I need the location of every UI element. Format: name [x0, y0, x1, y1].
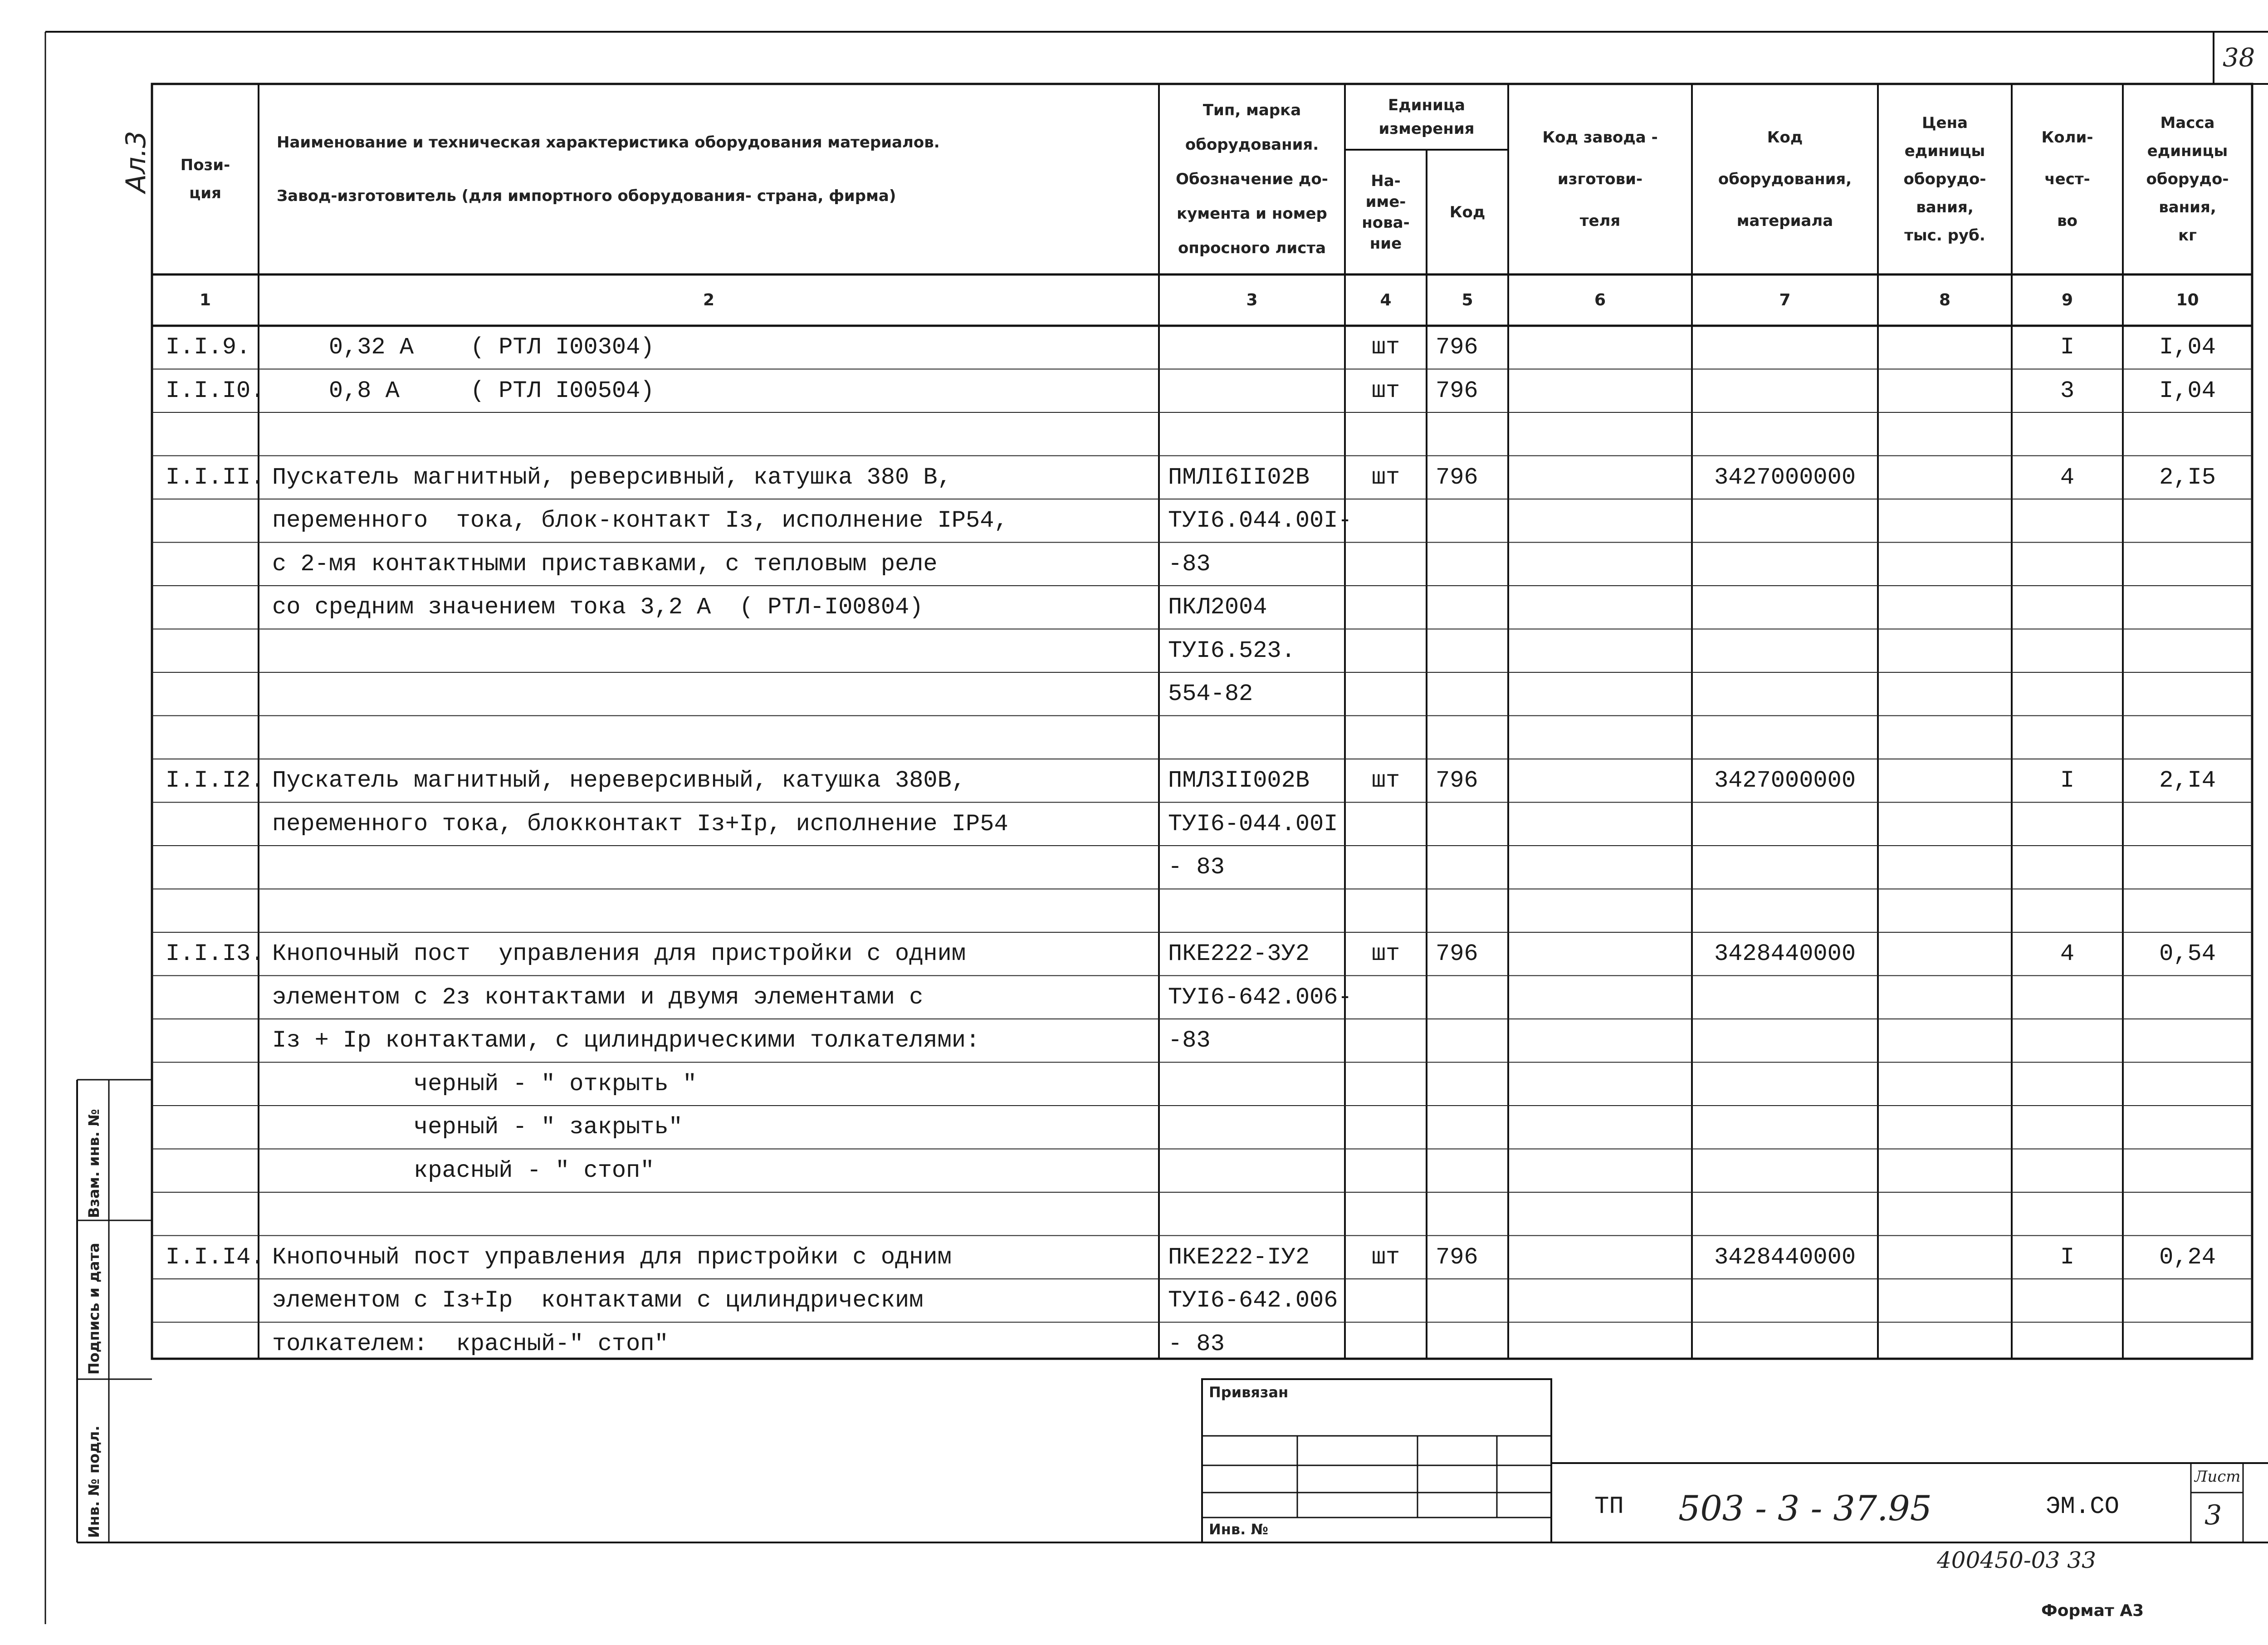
cell-unit: [1345, 586, 1427, 629]
cell-price: [1878, 846, 2012, 889]
cell-mass: 2,I5: [2159, 464, 2216, 491]
stamp-doc-number: 503 - 3 - 37.95: [1678, 1488, 1932, 1528]
column-number: 6: [1594, 291, 1606, 309]
cell-unit: шт: [1371, 377, 1400, 404]
cell-code: 796: [1436, 334, 1478, 361]
cell-eqcode: 3427000000: [1714, 464, 1856, 491]
cell-eqcode: [1692, 499, 1878, 543]
cell-eqcode: [1692, 846, 1878, 889]
column-number: 8: [1939, 291, 1951, 309]
cell-mass: [2123, 1322, 2252, 1366]
cell-unit: шт: [1371, 464, 1400, 491]
cell-code: [1436, 629, 1508, 673]
margin-mark: Ал.3: [120, 131, 152, 193]
cell-eqcode: 3428440000: [1714, 1244, 1856, 1271]
cell-name: Iз + Iр контактами, с цилиндрическими толкателями:: [272, 1027, 980, 1054]
cell-plant: [1508, 1062, 1692, 1106]
cell-plant: [1508, 586, 1692, 629]
cell-type: ПМЛI6II02В: [1168, 464, 1310, 491]
cell-plant: [1508, 412, 1692, 456]
cell-unit: шт: [1371, 767, 1400, 794]
cell-pos: [166, 629, 259, 673]
cell-qty: [2012, 1192, 2123, 1236]
cell-mass: I,04: [2159, 377, 2216, 404]
cell-unit: [1345, 1062, 1427, 1106]
cell-code: [1436, 846, 1508, 889]
cell-price: [1878, 326, 2012, 369]
cell-code: [1436, 1279, 1508, 1322]
cell-unit: [1345, 1322, 1427, 1366]
stamp-doc-code: ЭМ.СО: [2046, 1493, 2120, 1521]
cell-eqcode: [1692, 1322, 1878, 1366]
header-unit-code: Код: [1449, 203, 1486, 221]
cell-pos: [166, 1322, 259, 1366]
table-row: [152, 976, 2252, 1019]
cell-type: [1168, 1106, 1345, 1149]
cell-type: ТУI6.523.: [1168, 637, 1295, 664]
cell-price: [1878, 1236, 2012, 1279]
cell-unit: [1345, 499, 1427, 543]
header-unit-group: Единица измерения: [1378, 96, 1475, 138]
cell-unit: [1345, 889, 1427, 933]
table-row: [152, 716, 2252, 759]
cell-eqcode: [1692, 1149, 1878, 1193]
table-row: [152, 1192, 2252, 1236]
cell-pos: [166, 672, 259, 716]
cell-type: ТУI6-642.006-: [1168, 984, 1352, 1011]
cell-name: красный - " стоп": [272, 1157, 655, 1184]
cell-mass: [2123, 586, 2252, 629]
cell-qty: I: [2060, 334, 2075, 361]
cell-unit: [1345, 1149, 1427, 1193]
cell-pos: [166, 543, 259, 586]
cell-pos: I.I.I3.: [166, 940, 265, 967]
cell-pos: I.I.I2.: [166, 767, 265, 794]
cell-qty: [2012, 412, 2123, 456]
header-equipment-code: Код оборудования, материала: [1718, 128, 1852, 230]
table-row: [152, 412, 2252, 456]
cell-unit: [1345, 846, 1427, 889]
cell-name: [272, 1192, 1159, 1236]
cell-pos: I.I.I0.: [166, 377, 265, 404]
cell-name: 0,32 А ( РТЛ I00304): [272, 334, 655, 361]
cell-eqcode: [1692, 629, 1878, 673]
cell-eqcode: [1692, 412, 1878, 456]
cell-name: Кнопочный пост управления для пристройки с одним: [272, 1244, 952, 1271]
cell-type: [1168, 716, 1345, 759]
cell-plant: [1508, 846, 1692, 889]
cell-qty: [2012, 1149, 2123, 1193]
cell-qty: [2012, 716, 2123, 759]
cell-code: [1436, 716, 1508, 759]
cell-mass: [2123, 1106, 2252, 1149]
cell-mass: 0,54: [2159, 940, 2216, 967]
table-row: [152, 1062, 2252, 1106]
cell-type: ТУI6.044.00I-: [1168, 507, 1352, 534]
cell-code: [1436, 889, 1508, 933]
cell-type: - 83: [1168, 854, 1225, 881]
cell-eqcode: [1692, 326, 1878, 369]
cell-name: черный - " открыть ": [272, 1070, 697, 1097]
cell-pos: [166, 586, 259, 629]
cell-eqcode: [1692, 369, 1878, 413]
cell-type: -83: [1168, 550, 1211, 578]
header-quantity: Коли- чест- во: [2041, 128, 2093, 230]
cell-type: ПКЕ222-IУ2: [1168, 1244, 1310, 1271]
cell-price: [1878, 759, 2012, 803]
cell-pos: [166, 976, 259, 1019]
cell-mass: [2123, 1192, 2252, 1236]
cell-qty: 4: [2060, 464, 2075, 491]
table-row: [152, 759, 2252, 803]
cell-price: [1878, 803, 2012, 846]
cell-type: ПКЕ222-3У2: [1168, 940, 1310, 967]
column-number: 1: [199, 291, 211, 309]
cell-mass: [2123, 716, 2252, 759]
side-stamp-vzam: Взам. инв. №: [85, 1109, 103, 1218]
header-plant-code: Код завода - изготови- теля: [1542, 128, 1658, 230]
cell-code: [1436, 412, 1508, 456]
cell-type: [1168, 1149, 1345, 1193]
cell-unit: [1345, 412, 1427, 456]
cell-eqcode: [1692, 672, 1878, 716]
cell-type: 554-82: [1168, 681, 1253, 707]
cell-qty: [2012, 803, 2123, 846]
table-row: [152, 456, 2252, 499]
cell-name: Кнопочный пост управления для пристройки с одним: [272, 940, 966, 967]
side-stamp-inv-podl: Инв. № подл.: [85, 1425, 103, 1538]
header-price: Цена единицы оборудо- вания, тыс. руб.: [1903, 114, 1986, 245]
column-number: 10: [2176, 291, 2199, 309]
cell-name: элементом с Iз+Iр контактами с цилиндрическим: [272, 1287, 924, 1314]
cell-unit: [1345, 672, 1427, 716]
cell-price: [1878, 586, 2012, 629]
stamp-doc-prefix: ТП: [1594, 1493, 1624, 1521]
table-row: [152, 1236, 2252, 1279]
cell-type: ТУI6-044.00I: [1168, 810, 1338, 837]
cell-mass: 0,24: [2159, 1244, 2216, 1271]
cell-price: [1878, 716, 2012, 759]
cell-code: [1436, 1106, 1508, 1149]
column-number: 7: [1779, 291, 1791, 309]
cell-mass: [2123, 803, 2252, 846]
cell-qty: [2012, 889, 2123, 933]
cell-price: [1878, 1192, 2012, 1236]
cell-pos: I.I.II.: [166, 464, 265, 491]
table-row: [152, 1322, 2252, 1366]
cell-plant: [1508, 456, 1692, 499]
cell-eqcode: [1692, 976, 1878, 1019]
cell-type: -83: [1168, 1027, 1211, 1054]
page-number: 38: [2223, 43, 2255, 73]
cell-mass: [2123, 846, 2252, 889]
cell-plant: [1508, 716, 1692, 759]
cell-price: [1878, 543, 2012, 586]
cell-eqcode: 3427000000: [1714, 767, 1856, 794]
cell-qty: [2012, 586, 2123, 629]
cell-code: [1436, 1149, 1508, 1193]
cell-mass: 2,I4: [2159, 767, 2216, 794]
cell-plant: [1508, 1322, 1692, 1366]
cell-code: [1436, 586, 1508, 629]
cell-eqcode: [1692, 1279, 1878, 1322]
cell-mass: [2123, 499, 2252, 543]
cell-qty: I: [2060, 767, 2075, 794]
table-row: [152, 1279, 2252, 1322]
cell-plant: [1508, 629, 1692, 673]
cell-unit: шт: [1371, 940, 1400, 967]
cell-type: ТУI6-642.006: [1168, 1287, 1338, 1314]
cell-name: [272, 889, 1159, 933]
stamp-privyazan: Привязан: [1209, 1384, 1289, 1401]
cell-eqcode: [1692, 1192, 1878, 1236]
stamp-list-label: Лист: [2195, 1468, 2241, 1486]
cell-code: [1436, 1192, 1508, 1236]
cell-pos: [166, 803, 259, 846]
cell-mass: [2123, 672, 2252, 716]
cell-mass: [2123, 412, 2252, 456]
cell-mass: [2123, 1019, 2252, 1062]
cell-plant: [1508, 932, 1692, 976]
cell-code: [1436, 1019, 1508, 1062]
table-row: [152, 369, 2252, 413]
cell-type: [1168, 369, 1345, 413]
cell-pos: [166, 412, 259, 456]
cell-qty: 3: [2060, 377, 2075, 404]
cell-unit: [1345, 1106, 1427, 1149]
cell-type: - 83: [1168, 1330, 1225, 1357]
cell-unit: [1345, 543, 1427, 586]
cell-price: [1878, 456, 2012, 499]
side-stamp-podpis: Подпись и дата: [85, 1243, 103, 1375]
cell-price: [1878, 932, 2012, 976]
cell-name: Пускатель магнитный, нереверсивный, катушка 380В,: [272, 767, 966, 794]
table-row: [152, 1106, 2252, 1149]
cell-type: ПМЛ3II002В: [1168, 767, 1310, 794]
cell-eqcode: [1692, 889, 1878, 933]
cell-name: черный - " закрыть": [272, 1114, 683, 1141]
header-type: Тип, марка оборудования. Обозначение до- кумента и номер опросного листа: [1176, 101, 1328, 257]
cell-unit: [1345, 629, 1427, 673]
cell-qty: [2012, 499, 2123, 543]
cell-plant: [1508, 326, 1692, 369]
cell-qty: [2012, 1062, 2123, 1106]
cell-code: [1436, 976, 1508, 1019]
cell-qty: [2012, 976, 2123, 1019]
cell-qty: [2012, 1322, 2123, 1366]
table-row: [152, 846, 2252, 889]
cell-qty: [2012, 1019, 2123, 1062]
table-row: [152, 499, 2252, 543]
cell-type: [1168, 889, 1345, 933]
cell-type: [1168, 1062, 1345, 1106]
cell-pos: [166, 1106, 259, 1149]
cell-plant: [1508, 1019, 1692, 1062]
cell-type: [1168, 412, 1345, 456]
table-row: [152, 629, 2252, 673]
cell-code: [1436, 1322, 1508, 1366]
cell-code: 796: [1436, 377, 1478, 404]
cell-price: [1878, 1279, 2012, 1322]
cell-plant: [1508, 543, 1692, 586]
cell-qty: [2012, 543, 2123, 586]
format-label: Формат А3: [2041, 1601, 2144, 1620]
cell-name: с 2-мя контактными приставками, с тепловым реле: [272, 550, 938, 578]
cell-pos: I.I.9.: [166, 334, 251, 361]
cell-code: [1436, 672, 1508, 716]
cell-name: [272, 629, 1159, 673]
cell-pos: [166, 846, 259, 889]
cell-type: [1168, 326, 1345, 369]
cell-code: [1436, 1062, 1508, 1106]
cell-price: [1878, 369, 2012, 413]
cell-unit: [1345, 803, 1427, 846]
table-row: [152, 932, 2252, 976]
cell-unit: [1345, 716, 1427, 759]
cell-price: [1878, 976, 2012, 1019]
cell-eqcode: [1692, 1062, 1878, 1106]
cell-unit: шт: [1371, 334, 1400, 361]
column-number: 4: [1380, 291, 1392, 309]
cell-pos: [166, 1062, 259, 1106]
cell-eqcode: [1692, 1106, 1878, 1149]
column-number: 5: [1461, 291, 1473, 309]
cell-pos: [166, 716, 259, 759]
cell-pos: [166, 1279, 259, 1322]
cell-plant: [1508, 1149, 1692, 1193]
cell-plant: [1508, 1236, 1692, 1279]
cell-pos: [166, 1149, 259, 1193]
cell-name: 0,8 А ( РТЛ I00504): [272, 377, 655, 404]
table-row: [152, 586, 2252, 629]
cell-unit: [1345, 1019, 1427, 1062]
cell-type: ПКЛ2004: [1168, 594, 1267, 621]
cell-plant: [1508, 889, 1692, 933]
table-row: [152, 326, 2252, 369]
cell-plant: [1508, 976, 1692, 1019]
cell-eqcode: [1692, 803, 1878, 846]
cell-code: 796: [1436, 1244, 1478, 1271]
cell-eqcode: [1692, 716, 1878, 759]
cell-eqcode: [1692, 1019, 1878, 1062]
cell-mass: [2123, 1279, 2252, 1322]
cell-code: 796: [1436, 940, 1478, 967]
cell-unit: [1345, 976, 1427, 1019]
cell-price: [1878, 1062, 2012, 1106]
cell-mass: [2123, 629, 2252, 673]
cell-code: [1436, 803, 1508, 846]
cell-price: [1878, 889, 2012, 933]
cell-name: [272, 412, 1159, 456]
cell-qty: [2012, 846, 2123, 889]
cell-code: [1436, 499, 1508, 543]
cell-pos: I.I.I4.: [166, 1244, 265, 1271]
cell-pos: [166, 889, 259, 933]
cell-price: [1878, 1322, 2012, 1366]
cell-price: [1878, 499, 2012, 543]
cell-plant: [1508, 803, 1692, 846]
column-number: 3: [1246, 291, 1258, 309]
cell-price: [1878, 412, 2012, 456]
cell-code: [1436, 543, 1508, 586]
table-row: [152, 803, 2252, 846]
cell-mass: [2123, 976, 2252, 1019]
cell-name: со средним значением тока 3,2 А ( РТЛ-I00804): [272, 594, 924, 621]
cell-qty: [2012, 1106, 2123, 1149]
header-unit-name: На- име- нова- ние: [1362, 171, 1410, 253]
cell-name: переменного тока, блокконтакт Iз+Iр, исполнение IP54: [272, 810, 1008, 837]
cell-eqcode: [1692, 543, 1878, 586]
header-position: Пози- ция: [180, 156, 230, 202]
archive-number: 400450-03 33: [1937, 1547, 2096, 1573]
stamp-list-number: 3: [2204, 1499, 2222, 1531]
cell-eqcode: [1692, 586, 1878, 629]
stamp-inv-no: Инв. №: [1209, 1521, 1268, 1538]
cell-plant: [1508, 1106, 1692, 1149]
cell-price: [1878, 672, 2012, 716]
cell-mass: I,04: [2159, 334, 2216, 361]
cell-qty: [2012, 629, 2123, 673]
cell-plant: [1508, 672, 1692, 716]
cell-name: Пускатель магнитный, реверсивный, катушка 380 В,: [272, 464, 952, 491]
cell-mass: [2123, 889, 2252, 933]
table-row: [152, 1019, 2252, 1062]
cell-qty: [2012, 1279, 2123, 1322]
cell-mass: [2123, 1149, 2252, 1193]
header-name: Наименование и техническая характеристика оборудования материалов. Завод-изготовитель (для импортного оборудования- страна, фирма): [277, 133, 940, 205]
cell-plant: [1508, 759, 1692, 803]
cell-plant: [1508, 1279, 1692, 1322]
cell-unit: шт: [1371, 1244, 1400, 1271]
cell-plant: [1508, 1192, 1692, 1236]
cell-mass: [2123, 1062, 2252, 1106]
cell-qty: I: [2060, 1244, 2075, 1271]
table-row: [152, 543, 2252, 586]
cell-mass: [2123, 543, 2252, 586]
table-row: [152, 672, 2252, 716]
cell-type: [1168, 1192, 1345, 1236]
cell-price: [1878, 1149, 2012, 1193]
cell-name: [272, 846, 1159, 889]
table-row: [152, 889, 2252, 933]
cell-pos: [166, 499, 259, 543]
cell-plant: [1508, 369, 1692, 413]
cell-code: 796: [1436, 767, 1478, 794]
cell-plant: [1508, 499, 1692, 543]
cell-name: толкателем: красный-" стоп": [272, 1330, 669, 1357]
cell-qty: 4: [2060, 940, 2075, 967]
column-number: 9: [2061, 291, 2073, 309]
cell-price: [1878, 1019, 2012, 1062]
cell-unit: [1345, 1192, 1427, 1236]
cell-name: элементом с 2з контактами и двумя элементами с: [272, 984, 924, 1011]
header-mass: Масса единицы оборудо- вания, кг: [2146, 114, 2229, 245]
cell-price: [1878, 1106, 2012, 1149]
cell-name: переменного тока, блок-контакт Iз, исполнение IP54,: [272, 507, 1008, 534]
cell-pos: [166, 1019, 259, 1062]
table-row: [152, 1149, 2252, 1193]
cell-eqcode: 3428440000: [1714, 940, 1856, 967]
cell-pos: [166, 1192, 259, 1236]
cell-unit: [1345, 1279, 1427, 1322]
cell-code: 796: [1436, 464, 1478, 491]
column-number: 2: [703, 291, 715, 309]
cell-name: [272, 672, 1159, 716]
cell-qty: [2012, 672, 2123, 716]
cell-price: [1878, 629, 2012, 673]
cell-name: [272, 716, 1159, 759]
